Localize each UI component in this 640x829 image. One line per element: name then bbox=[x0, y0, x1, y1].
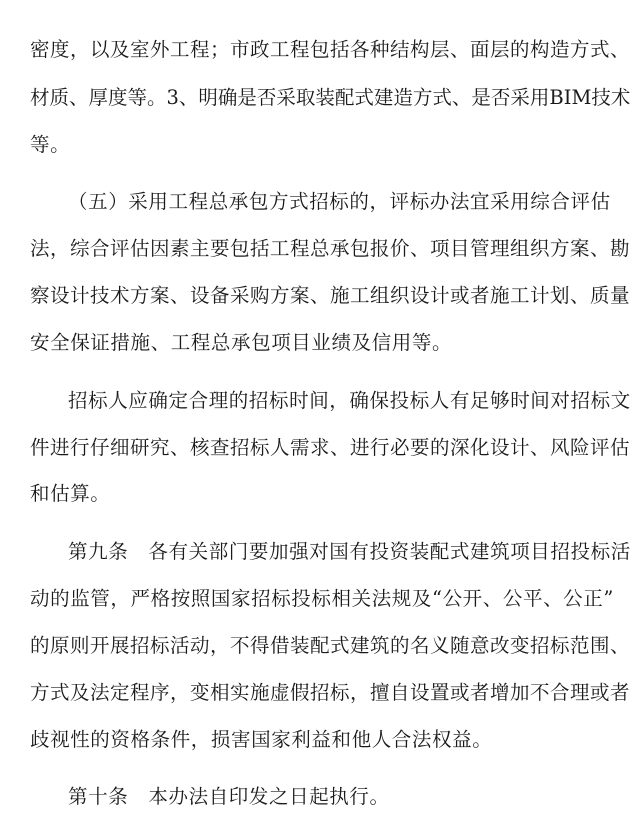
paragraph-line: 件进行仔细研究、核查招标人需求、进行必要的深化设计、风险评估 bbox=[30, 436, 631, 459]
paragraph-line: 方式及法定程序，变相实施虚假招标，擅自设置或者增加不合理或者 bbox=[30, 681, 631, 704]
paragraph-line: 招标人应确定合理的招标时间，确保投标人有足够时间对招标文 bbox=[68, 389, 631, 412]
paragraph-line: （五）采用工程总承包方式招标的，评标办法宜采用综合评估 bbox=[68, 190, 611, 213]
paragraph-line: 法，综合评估因素主要包括工程总承包报价、项目管理组织方案、勘 bbox=[30, 237, 631, 260]
paragraph-line: 第九条 各有关部门要加强对国有投资装配式建筑项目招投标活 bbox=[68, 540, 631, 563]
paragraph-line: 安全保证措施、工程总承包项目业绩及信用等。 bbox=[30, 331, 453, 354]
paragraph-line: 和估算。 bbox=[30, 482, 111, 505]
paragraph-line: 的原则开展招标活动，不得借装配式建筑的名义随意改变招标范围、 bbox=[30, 634, 631, 657]
paragraph-line: 第十条 本办法自印发之日起执行。 bbox=[68, 785, 390, 808]
paragraph-line: 等。 bbox=[30, 133, 71, 156]
paragraph-line: 察设计技术方案、设备采购方案、施工组织设计或者施工计划、质量 bbox=[30, 284, 631, 307]
paragraph-line: 歧视性的资格条件，损害国家利益和他人合法权益。 bbox=[30, 728, 493, 751]
paragraph-line: 密度，以及室外工程；市政工程包括各种结构层、面层的构造方式、 bbox=[30, 38, 631, 61]
paragraph-line: 材质、厚度等。3、明确是否采取装配式建造方式、是否采用BIM技术 bbox=[30, 86, 631, 109]
paragraph-line: 动的监管，严格按照国家招标投标相关法规及“公开、公平、公正” bbox=[30, 587, 614, 610]
